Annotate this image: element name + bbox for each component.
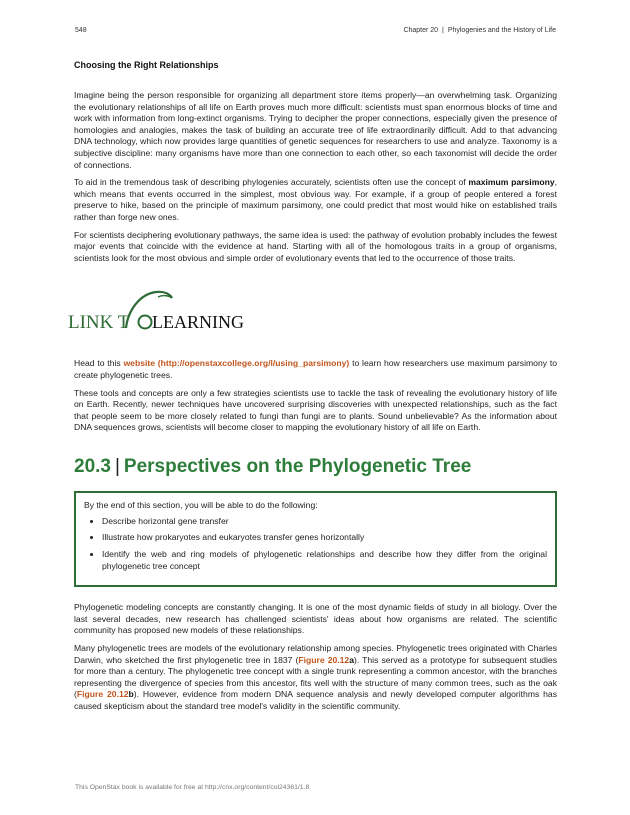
- paragraph: For scientists deciphering evolutionary pathways, the same idea is used: the pathway of evolution probably includes the fewest major events that coincide with the evidence at hand. Starting with all of the homologous traits in a group of organisms, scientists look for the most obvious and simple order of evolutionary events that led to the occurrence of those traits.: [74, 229, 557, 263]
- chapter-title: Phylogenies and the History of Life: [447, 27, 556, 34]
- text-run: to learn how researchers use maximum parsimony to create phylogenetic trees.: [74, 358, 557, 380]
- objectives-intro: By the end of this section, you will be able to do the following:: [84, 499, 318, 510]
- figure-panel-letter: b: [128, 689, 134, 700]
- paragraph: Imagine being the person responsible for organizing all department store items properly—an overwhelming task. Organizing the evolutionary relationships of all life on Earth proves much more difficult: scientists must span enormous blocks of time and work with information from long-extinct organisms. Trying to decipher the proper connections, especially given the presence of homologies and analogies, makes the task of building an accurate tree of life extraordinarily difficult. Add to that advancing DNA technology, which now provides large quantities of genetic sequences for researchers to use and analyze. Taxonomy is a subjective discipline: many organisms have more than one connection to each other, so each taxonomist will decide the order of connections.: [74, 90, 557, 170]
- figure-20-12-link[interactable]: Figure 20.12: [298, 654, 350, 665]
- text-run: Head to this: [74, 358, 124, 369]
- section-separator: |: [114, 455, 120, 477]
- section-heading: [74, 456, 557, 478]
- text-run: Many phylogenetic trees are models of the evolutionary relationship among species. Phylogenetic trees originated with Charles Darwin, who sketched the first phylogenetic tree in 1837 (: [74, 643, 557, 665]
- header-separator: |: [442, 27, 444, 34]
- parsimony-website-link[interactable]: website (http://openstaxcollege.org/l/using_parsimony): [123, 358, 350, 369]
- subsection-title: Choosing the Right Relationships: [74, 60, 219, 70]
- logo-link-text: LINK T: [68, 312, 130, 334]
- logo-o-ring: [139, 316, 152, 329]
- paragraph: [74, 177, 557, 223]
- section-title: Perspectives on the Phylogenetic Tree: [123, 455, 472, 477]
- link-to-learning-graphic: [68, 284, 248, 346]
- objective-item: • Describe horizontal gene transfer: [102, 516, 547, 528]
- objective-item: • Illustrate how prokaryotes and eukaryotes transfer genes horizontally: [102, 532, 547, 544]
- main-content: [68, 60, 558, 719]
- page-number: 548: [75, 27, 87, 34]
- link-to-learning-text: [74, 358, 557, 381]
- text-run: ). This served as a prototype for subsequent studies for more than a century. The phylogenetic tree concept with a single trunk representing a common ancestor, with the branches representing the divergence of species from this ancestor, fits well with the structure of many common trees, such as the oak (: [74, 654, 557, 700]
- objective-item: • Identify the web and ring models of phylogenetic relationships and describe how they differ from the original phylogenetic tree concept: [102, 549, 547, 572]
- figure-panel-letter: a: [349, 654, 354, 665]
- objectives-list: [84, 516, 547, 572]
- link-to-learning-logo: [68, 284, 557, 346]
- section-number: 20.3: [74, 455, 111, 477]
- running-header: [403, 27, 556, 34]
- text-run: ). However, evidence from modern DNA sequence analysis and newly developed computer algorithms has caused skepticism about the standard tree model's validity in the scientific community.: [74, 689, 557, 711]
- paragraph: These tools and concepts are only a few strategies scientists use to tackle the task of revealing the evolutionary history of life on Earth. Recently, newer techniques have uncovered surprising discoveries with unexpected relationships, such as the fact that people seem to be more closely related to fungi than fungi are to plants. Sound unbelievable? As the information about DNA sequences grows, scientists will become closer to mapping the evolutionary history of all life on Earth.: [74, 387, 557, 433]
- paragraph: [74, 643, 557, 713]
- logo-learning-text: LEARNING: [152, 312, 244, 333]
- page-footer: This OpenStax book is available for free at http://cnx.org/content/col24361/1.8: [75, 784, 310, 791]
- figure-20-12-link[interactable]: Figure 20.12: [76, 689, 129, 700]
- paragraph: Phylogenetic modeling concepts are constantly changing. It is one of the most dynamic fields of study in all biology. Over the last several decades, new research has challenged scientists' ideas about how organisms are related. The scientific community has proposed new models of these relationships.: [74, 602, 557, 636]
- chapter-label: Chapter 20: [403, 27, 439, 34]
- learning-objectives-box: [74, 491, 557, 587]
- key-term: maximum parsimony: [468, 177, 555, 188]
- text-run: , which means that events occurred in the simplest, most obvious way. For example, if a group of people entered a forest preserve to hike, based on the principle of maximum parsimony, one could predict that most would hike on established trails rather than forge new ones.: [74, 177, 558, 222]
- text-run: To aid in the tremendous task of describing phylogenies accurately, scientists often use the concept of: [74, 177, 469, 188]
